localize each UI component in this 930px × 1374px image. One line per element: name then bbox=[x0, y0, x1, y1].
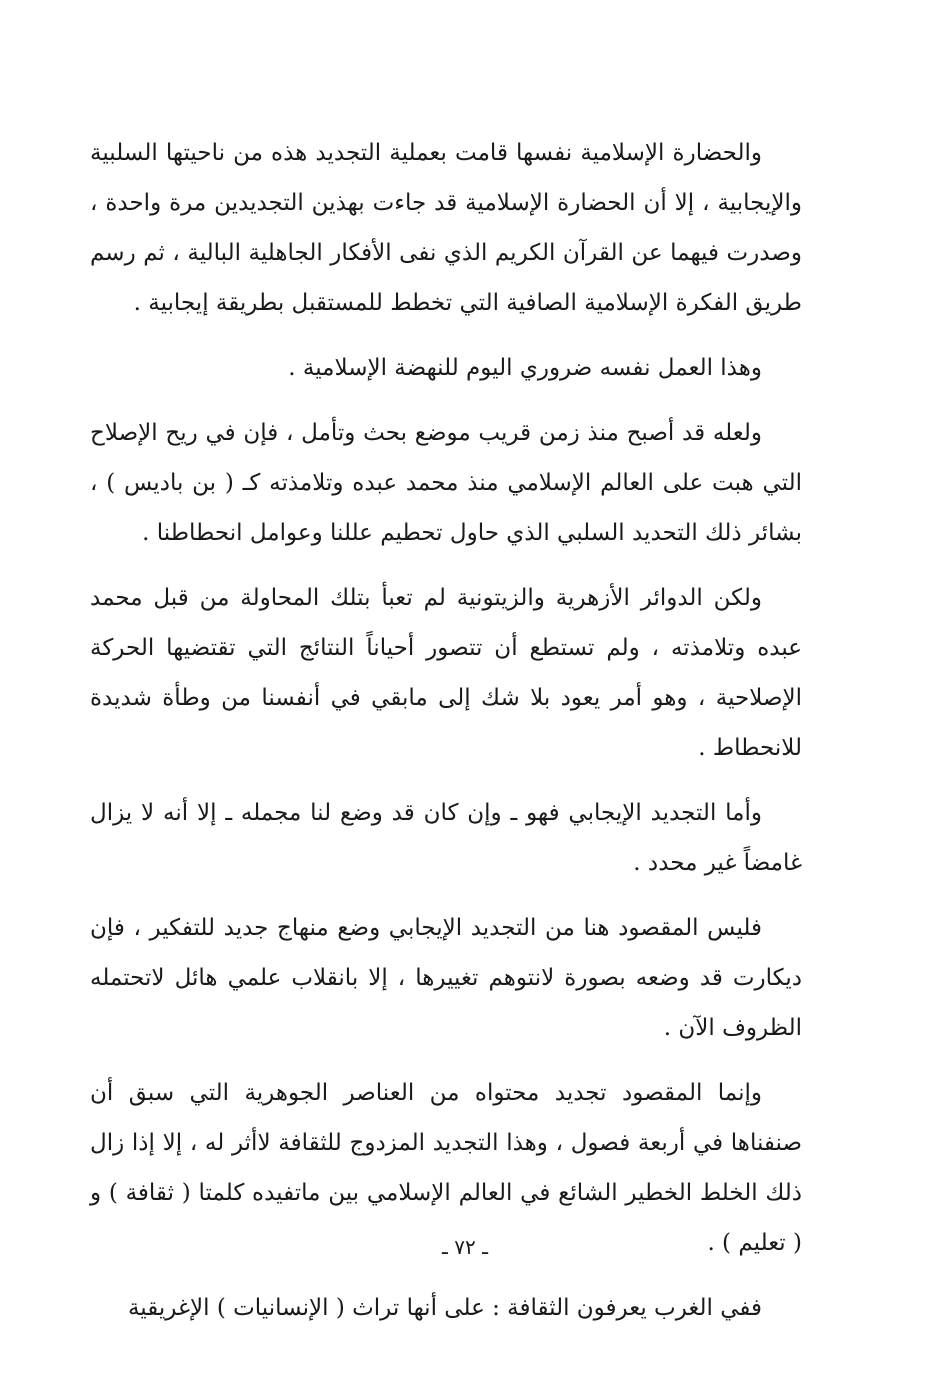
paragraph-3: ولعله قد أصبح منذ زمن قريب موضع بحث وتأمل ، فإن في ريح الإصلاح التي هبت على العالم الإسلامي منذ محمد عبده وتلامذته كـ ( بن باديس ) ، بشائر ذلك التحديد السلبي الذي حاول تحطيم عللنا وعوامل انحطاطنا . bbox=[90, 420, 802, 546]
paragraph-8: ففي الغرب يعرفون الثقافة : على أنها تراث ( الإنسانيات ) الإغريقية bbox=[127, 1295, 762, 1321]
paragraph-2: وهذا العمل نفسه ضروري اليوم للنهضة الإسلامية . bbox=[288, 355, 762, 381]
paragraph-1: والحضارة الإسلامية نفسها قامت بعملية التجديد هذه من ناحيتها السلبية والإيجابية ، إلا أن الحضارة الإسلامية قد جاءت بهذين التجديدين مرة واحدة ، وصدرت فيهما عن القرآن الكريم الذي نفى الأفكار الجاهلية البالية ، ثم رسم طريق الفكرة الإسلامية الصافية التي تخطط للمستقبل بطريقة إيجابية . bbox=[90, 140, 802, 316]
paragraph-5: وأما التجديد الإيجابي فهو ـ وإن كان قد وضع لنا مجمله ـ إلا أنه لا يزال غامضاً غير محدد . bbox=[90, 800, 802, 876]
body-text bbox=[90, 128, 802, 1348]
paragraph-4: ولكن الدوائر الأزهرية والزيتونية لم تعبأ بتلك المحاولة من قبل محمد عبده وتلامذته ، ولم تستطع أن تتصور أحياناً النتائج التي تقتضيها الحركة الإصلاحية ، وهو أمر يعود بلا شك إلى مابقي في أنفسنا من وطأة شديدة للانحطاط . bbox=[90, 585, 802, 761]
page-number: ـ ٧٢ ـ bbox=[442, 1235, 488, 1259]
paragraph-6: فليس المقصود هنا من التجديد الإيجابي وضع منهاج جديد للتفكير ، فإن ديكارت قد وضعه بصورة لانتوهم تغييرها ، إلا بانقلاب علمي هائل لاتحتمله الظروف الآن . bbox=[90, 915, 802, 1041]
paragraph-7: وإنما المقصود تجديد محتواه من العناصر الجوهرية التي سبق أن صنفناها في أربعة فصول ، وهذا التجديد المزدوج للثقافة لاأثر له ، إلا إذا زال ذلك الخلط الخطير الشائع في العالم الإسلامي بين ماتفيده كلمتا ( ثقافة ) و ( تعليم ) . bbox=[90, 1080, 802, 1256]
